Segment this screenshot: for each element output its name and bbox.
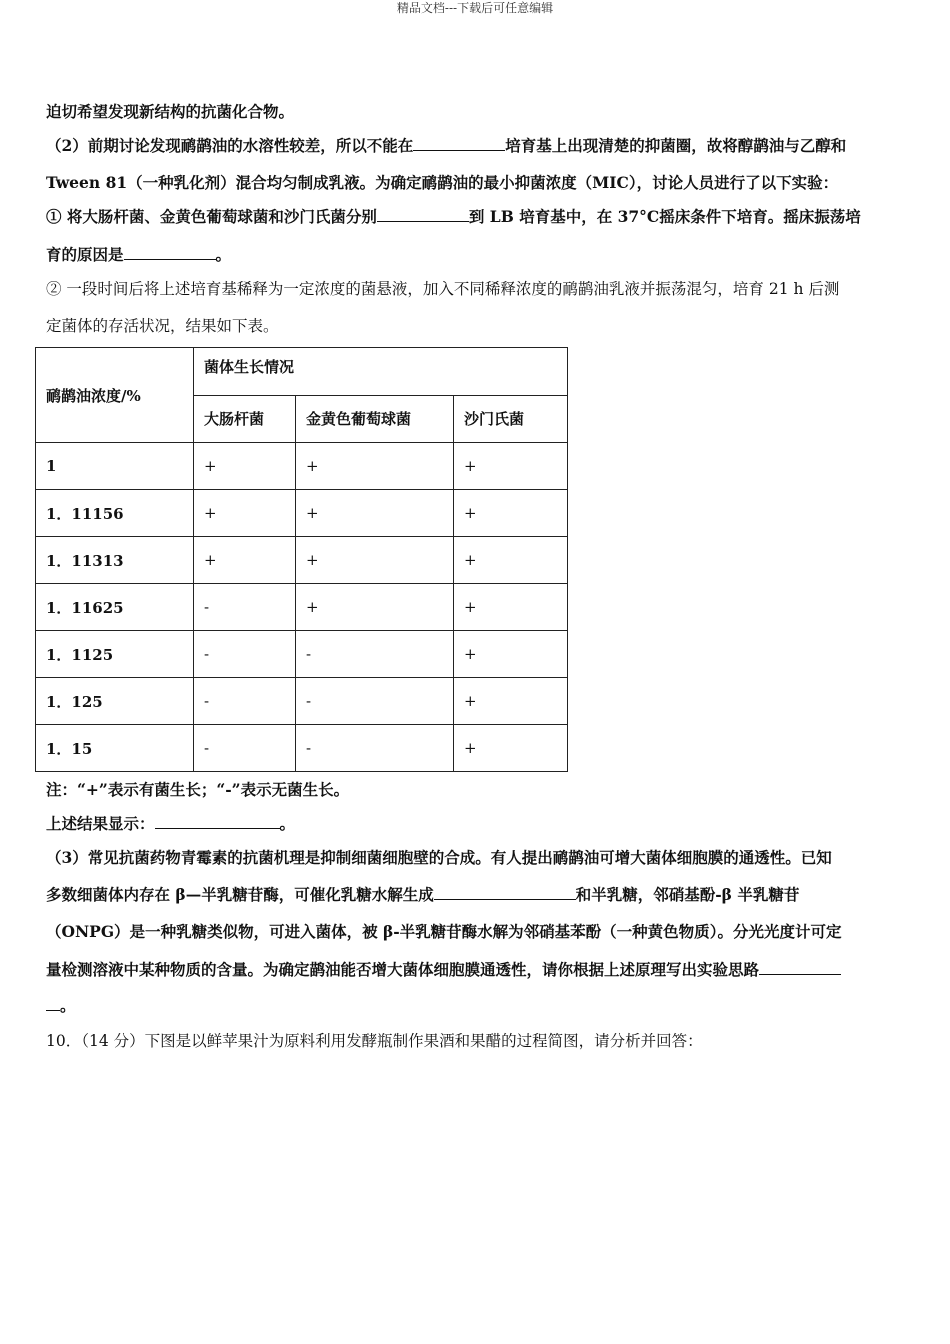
result-statement-part-b: 。: [279, 814, 296, 833]
table-row: [36, 678, 568, 725]
paragraph-7: 定菌体的存活状况，结果如下表。: [46, 317, 279, 335]
cell-concentration: 1．15: [36, 725, 194, 772]
cell-salmonella: +: [454, 537, 568, 584]
answer-blank-5[interactable]: [434, 885, 576, 900]
paragraph-8: （3）常见抗菌药物青霉素的抗菌机理是抑制细菌细胞壁的合成。有人提出鸸鹋油可增大菌体细胞膜的通透性。已知: [46, 848, 832, 867]
cell-staph: -: [296, 725, 454, 772]
paragraph-12-text: 。: [60, 996, 76, 1015]
paragraph-5-part-b: 。: [215, 245, 232, 264]
cell-staph: +: [296, 490, 454, 537]
paragraph-9-part-a: 多数细菌体内存在 β—半乳糖苷酶，可催化乳糖水解生成: [46, 885, 434, 904]
answer-blank-2[interactable]: [377, 207, 469, 222]
cell-salmonella: +: [454, 490, 568, 537]
subheader-salmonella: 沙门氏菌: [454, 395, 568, 443]
cell-staph: +: [296, 537, 454, 584]
table-row: [36, 490, 568, 537]
paragraph-1: 迫切希望发现新结构的抗菌化合物。: [46, 102, 295, 121]
cell-salmonella: +: [454, 443, 568, 490]
table-row: [36, 443, 568, 490]
header-growth: 菌体生长情况: [194, 348, 568, 396]
cell-concentration: 1．125: [36, 678, 194, 725]
subheader-staph: 金黄色葡萄球菌: [296, 395, 454, 443]
cell-salmonella: +: [454, 584, 568, 631]
cell-concentration: 1．11156: [36, 490, 194, 537]
answer-blank-1[interactable]: [413, 136, 505, 151]
paragraph-9: [46, 885, 799, 905]
cell-ecoli: -: [194, 631, 296, 678]
cell-salmonella: +: [454, 631, 568, 678]
paragraph-11-text: 量检测溶液中某种物质的含量。为确定鹋油能否增大菌体细胞膜通透性，请你根据上述原理写出实验思路: [46, 960, 760, 979]
paragraph-2-part-a: （2）前期讨论发现鸸鹋油的水溶性较差，所以不能在: [46, 136, 414, 155]
table-row: [36, 537, 568, 584]
results-table: [35, 347, 568, 772]
cell-concentration: 1．1125: [36, 631, 194, 678]
table-header-row: [36, 348, 568, 396]
cell-staph: -: [296, 678, 454, 725]
cell-ecoli: +: [194, 443, 296, 490]
cell-staph: -: [296, 631, 454, 678]
result-statement-part-a: 上述结果显示：: [46, 814, 155, 833]
paragraph-5: [46, 245, 231, 265]
cell-ecoli: -: [194, 584, 296, 631]
paragraph-4-part-b: 到 LB 培育基中，在 37°C摇床条件下培育。摇床振荡培: [468, 207, 861, 226]
cell-staph: +: [296, 584, 454, 631]
paragraph-12: [46, 996, 76, 1016]
result-statement: [46, 814, 295, 834]
header-concentration: 鸸鹋油浓度/%: [36, 348, 194, 443]
cell-salmonella: +: [454, 678, 568, 725]
page-header: 精品文档---下载后可任意编辑: [396, 1, 554, 15]
table-row: [36, 631, 568, 678]
cell-staph: +: [296, 443, 454, 490]
answer-blank-3[interactable]: [124, 245, 216, 260]
answer-blank-4[interactable]: [155, 814, 280, 829]
cell-concentration: 1: [36, 443, 194, 490]
answer-blank-6[interactable]: [759, 960, 841, 975]
subheader-ecoli: 大肠杆菌: [194, 395, 296, 443]
paragraph-11: [46, 960, 841, 980]
cell-ecoli: +: [194, 537, 296, 584]
cell-ecoli: +: [194, 490, 296, 537]
table-row: [36, 584, 568, 631]
cell-concentration: 1．11313: [36, 537, 194, 584]
cell-concentration: 1．11625: [36, 584, 194, 631]
paragraph-3: Tween 81（一种乳化剂）混合均匀制成乳液。为确定鸸鹋油的最小抑菌浓度（MIC），讨论人员进行了以下实验：: [46, 173, 839, 192]
cell-ecoli: -: [194, 678, 296, 725]
paragraph-6: ② 一段时间后将上述培育基稀释为一定浓度的菌悬液，加入不同稀释浓度的鸸鹋油乳液并振荡混匀，培育 21 h 后测: [46, 280, 840, 298]
question-10: 10．（14 分）下图是以鲜苹果汁为原料利用发酵瓶制作果酒和果醋的过程简图，请分析并回答：: [46, 1032, 703, 1050]
table-row: [36, 725, 568, 772]
paragraph-5-part-a: 育的原因是: [46, 245, 124, 264]
paragraph-4-part-a: ① 将大肠杆菌、金黄色葡萄球菌和沙门氏菌分别: [46, 207, 377, 226]
paragraph-2-part-b: 培育基上出现清楚的抑菌圈，故将醇鹋油与乙醇和: [505, 136, 847, 155]
paragraph-10: （ONPG）是一种乳糖类似物，可进入菌体，被 β-半乳糖苷酶水解为邻硝基苯酚（一种黄色物质）。分光光度计可定: [46, 922, 842, 941]
cell-salmonella: +: [454, 725, 568, 772]
cell-ecoli: -: [194, 725, 296, 772]
paragraph-2: [46, 136, 846, 156]
answer-blank-6-continued[interactable]: [46, 996, 60, 1011]
paragraph-4: [46, 207, 861, 227]
paragraph-9-part-b: 和半乳糖，邻硝基酚-β 半乳糖苷: [575, 885, 800, 904]
table-note: 注：“+”表示有菌生长；“-”表示无菌生长。: [46, 780, 350, 799]
